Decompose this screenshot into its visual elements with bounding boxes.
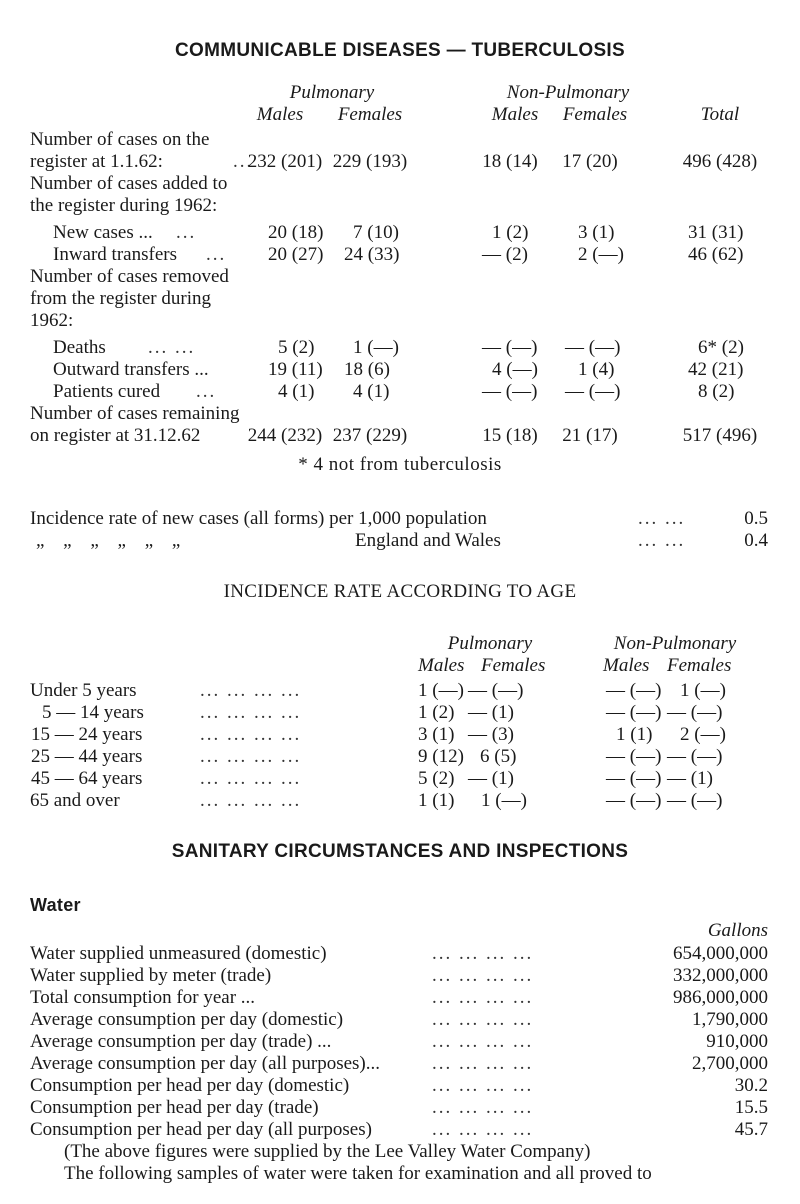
leader-dots: ... ... ... ...	[200, 768, 302, 789]
water-row-label: Total consumption for year ...	[30, 987, 256, 1008]
cell-males: 4 (1)	[278, 381, 315, 402]
age-row-label: 25 — 44 years	[31, 746, 143, 767]
section-label: Number of cases added to	[30, 173, 228, 194]
leader-dots: ... ... ... ...	[200, 724, 302, 745]
leader-dots: ... ...	[638, 530, 686, 551]
cell-pulm-males: 3 (1)	[418, 724, 455, 745]
water-row-value: 30.2	[734, 1075, 768, 1096]
cell-total: 42 (21)	[688, 359, 744, 380]
section-label: Number of cases remaining	[30, 403, 240, 424]
col-header-females: Females	[337, 104, 403, 125]
cell-non-females: 17 (20)	[562, 151, 618, 172]
col-header-females: Females	[481, 655, 546, 676]
leader-dots: ... ...	[638, 508, 686, 529]
cell-females: 18 (6)	[344, 359, 390, 380]
section-label: Number of cases on the	[30, 129, 210, 150]
cell-total: 517 (496)	[682, 425, 758, 446]
leader-dots: ... ... ... ...	[200, 746, 302, 767]
cell-non-females: 2 (—)	[680, 724, 726, 745]
cell-non-males: — (—)	[606, 790, 662, 811]
cell-non-males: — (2)	[482, 244, 528, 265]
cell-females: 1 (—)	[353, 337, 399, 358]
cell-pulm-females: — (1)	[468, 768, 514, 789]
leader-dots: ... ... ... ...	[432, 1009, 534, 1030]
col-header-males: Males	[256, 104, 304, 125]
leader-dots: ... ... ... ...	[200, 680, 302, 701]
subsection-heading: Water	[30, 895, 81, 915]
water-row-value: 1,790,000	[692, 1009, 768, 1030]
col-header-non-males: Males	[491, 104, 539, 125]
cell-non-females: — (—)	[667, 746, 723, 767]
water-row-value: 332,000,000	[673, 965, 768, 986]
section-label: Number of cases removed	[30, 266, 229, 287]
row-label: Deaths	[53, 337, 106, 358]
water-row-label: Water supplied unmeasured (domestic)	[30, 943, 327, 964]
cell-pulm-males: 5 (2)	[418, 768, 455, 789]
water-row-label: Consumption per head per day (trade)	[30, 1097, 319, 1118]
leader-dots: ... ...	[148, 337, 196, 358]
col-header-non-males: Males	[603, 655, 650, 676]
cell-non-males: — (—)	[482, 337, 538, 358]
cell-non-males: — (—)	[482, 381, 538, 402]
section-label: on register at 31.12.62	[30, 425, 201, 446]
section-heading: SANITARY CIRCUMSTANCES AND INSPECTIONS	[171, 841, 629, 862]
leader-dots: ... ... ... ...	[432, 943, 534, 964]
leader-dots: ... ... ... ...	[432, 965, 534, 986]
cell-non-males: 4 (—)	[492, 359, 538, 380]
col-header-males: Males	[418, 655, 465, 676]
leader-dots: ... ... ... ...	[432, 1031, 534, 1052]
leader-dots: ... ... ... ...	[432, 1053, 534, 1074]
age-row-label: 45 — 64 years	[31, 768, 143, 789]
incidence-value: 0.5	[744, 508, 768, 529]
age-row-label: 15 — 24 years	[31, 724, 143, 745]
water-row-value: 910,000	[706, 1031, 768, 1052]
cell-non-females: — (—)	[565, 337, 621, 358]
group-header-pulmonary: Pulmonary	[289, 82, 375, 103]
leader-dots: ...	[233, 151, 254, 172]
leader-dots: ... ... ... ...	[200, 790, 302, 811]
cell-total: 8 (2)	[698, 381, 735, 402]
water-row-value: 986,000,000	[673, 987, 768, 1008]
leader-dots: ...	[206, 244, 227, 265]
leader-dots: ... ... ... ...	[432, 1075, 534, 1096]
cell-total: 6* (2)	[698, 337, 744, 358]
cell-non-females: — (1)	[667, 768, 713, 789]
leader-dots: ... ... ... ...	[432, 987, 534, 1008]
cell-males: 5 (2)	[278, 337, 315, 358]
water-row-label: Average consumption per day (domestic)	[30, 1009, 344, 1030]
water-row-label: Average consumption per day (trade) ...	[30, 1031, 332, 1052]
samples-intro: The following samples of water were taken for examination and all proved to	[64, 1163, 652, 1184]
section-label: register at 1.1.62:	[30, 151, 163, 172]
incidence-label: Incidence rate of new cases (all forms) per 1,000 population	[30, 508, 487, 529]
water-row-label: Consumption per head per day (all purposes)	[30, 1119, 372, 1140]
cell-pulm-females: 1 (—)	[481, 790, 527, 811]
footnote: * 4 not from tuberculosis	[298, 454, 502, 475]
section-heading: INCIDENCE RATE ACCORDING TO AGE	[223, 581, 577, 602]
age-row-label: 65 and over	[30, 790, 120, 811]
cell-non-males: — (—)	[606, 746, 662, 767]
cell-non-females: — (—)	[667, 702, 723, 723]
cell-non-females: 2 (—)	[578, 244, 624, 265]
unit-header: Gallons	[707, 920, 768, 941]
section-label: 1962:	[30, 310, 74, 331]
leader-dots: ... ... ... ...	[432, 1119, 534, 1140]
cell-pulm-females: — (—)	[468, 680, 524, 701]
leader-dots: ... ... ... ...	[200, 702, 302, 723]
cell-females: 229 (193)	[332, 151, 408, 172]
col-header-total: Total	[700, 104, 740, 125]
leader-dots: ... ... ... ...	[432, 1097, 534, 1118]
cell-non-males: 1 (2)	[492, 222, 529, 243]
page-title: COMMUNICABLE DISEASES — TUBERCULOSIS	[175, 40, 625, 61]
cell-non-males: — (—)	[606, 768, 662, 789]
cell-pulm-males: 1 (—)	[418, 680, 464, 701]
group-header-pulmonary: Pulmonary	[447, 633, 533, 654]
cell-total: 46 (62)	[688, 244, 744, 265]
cell-total: 496 (428)	[682, 151, 758, 172]
cell-non-females: — (—)	[667, 790, 723, 811]
section-label: from the register during	[30, 288, 211, 309]
age-row-label: 5 — 14 years	[42, 702, 144, 723]
water-row-value: 654,000,000	[673, 943, 768, 964]
cell-males: 19 (11)	[268, 359, 323, 380]
row-label: Outward transfers ...	[53, 359, 209, 380]
cell-non-males: — (—)	[606, 680, 662, 701]
cell-pulm-males: 9 (12)	[418, 746, 464, 767]
cell-non-females: 3 (1)	[578, 222, 615, 243]
water-row-label: Water supplied by meter (trade)	[30, 965, 272, 986]
source-note: (The above figures were supplied by the Lee Valley Water Company)	[64, 1141, 591, 1162]
cell-males: 20 (18)	[268, 222, 324, 243]
row-label: New cases ...	[53, 222, 153, 243]
section-label: the register during 1962:	[30, 195, 218, 216]
cell-non-females: 1 (—)	[680, 680, 726, 701]
incidence-label: England and Wales	[355, 530, 501, 551]
cell-males: 244 (232)	[247, 425, 323, 446]
cell-non-females: 1 (4)	[578, 359, 615, 380]
cell-females: 237 (229)	[332, 425, 408, 446]
cell-non-females: 21 (17)	[562, 425, 618, 446]
cell-pulm-males: 1 (2)	[418, 702, 455, 723]
cell-males: 20 (27)	[268, 244, 324, 265]
water-row-value: 15.5	[734, 1097, 768, 1118]
cell-females: 24 (33)	[344, 244, 400, 265]
water-row-label: Average consumption per day (all purposes)...	[30, 1053, 380, 1074]
leader-dots: ...	[196, 381, 217, 402]
cell-females: 7 (10)	[353, 222, 399, 243]
col-header-non-females: Females	[667, 655, 732, 676]
cell-pulm-females: — (3)	[468, 724, 514, 745]
cell-pulm-males: 1 (1)	[418, 790, 455, 811]
water-row-value: 45.7	[734, 1119, 768, 1140]
cell-males: 232 (201)	[247, 151, 323, 172]
cell-pulm-females: 6 (5)	[480, 746, 517, 767]
cell-pulm-females: — (1)	[468, 702, 514, 723]
water-row-label: Consumption per head per day (domestic)	[30, 1075, 350, 1096]
water-row-value: 2,700,000	[692, 1053, 768, 1074]
group-header-non-pulmonary: Non-Pulmonary	[506, 82, 630, 103]
cell-females: 4 (1)	[353, 381, 390, 402]
cell-non-males: 15 (18)	[482, 425, 538, 446]
cell-non-females: — (—)	[565, 381, 621, 402]
incidence-value: 0.4	[744, 530, 768, 551]
row-label: Patients cured	[53, 381, 161, 402]
ditto-marks: „ „ „ „ „ „	[36, 530, 181, 551]
leader-dots: ...	[176, 222, 197, 243]
group-header-non-pulmonary: Non-Pulmonary	[613, 633, 737, 654]
col-header-non-females: Females	[562, 104, 628, 125]
age-row-label: Under 5 years	[30, 680, 137, 701]
cell-non-males: 1 (1)	[616, 724, 653, 745]
cell-total: 31 (31)	[688, 222, 744, 243]
cell-non-males: 18 (14)	[482, 151, 538, 172]
cell-non-males: — (—)	[606, 702, 662, 723]
row-label: Inward transfers	[53, 244, 177, 265]
